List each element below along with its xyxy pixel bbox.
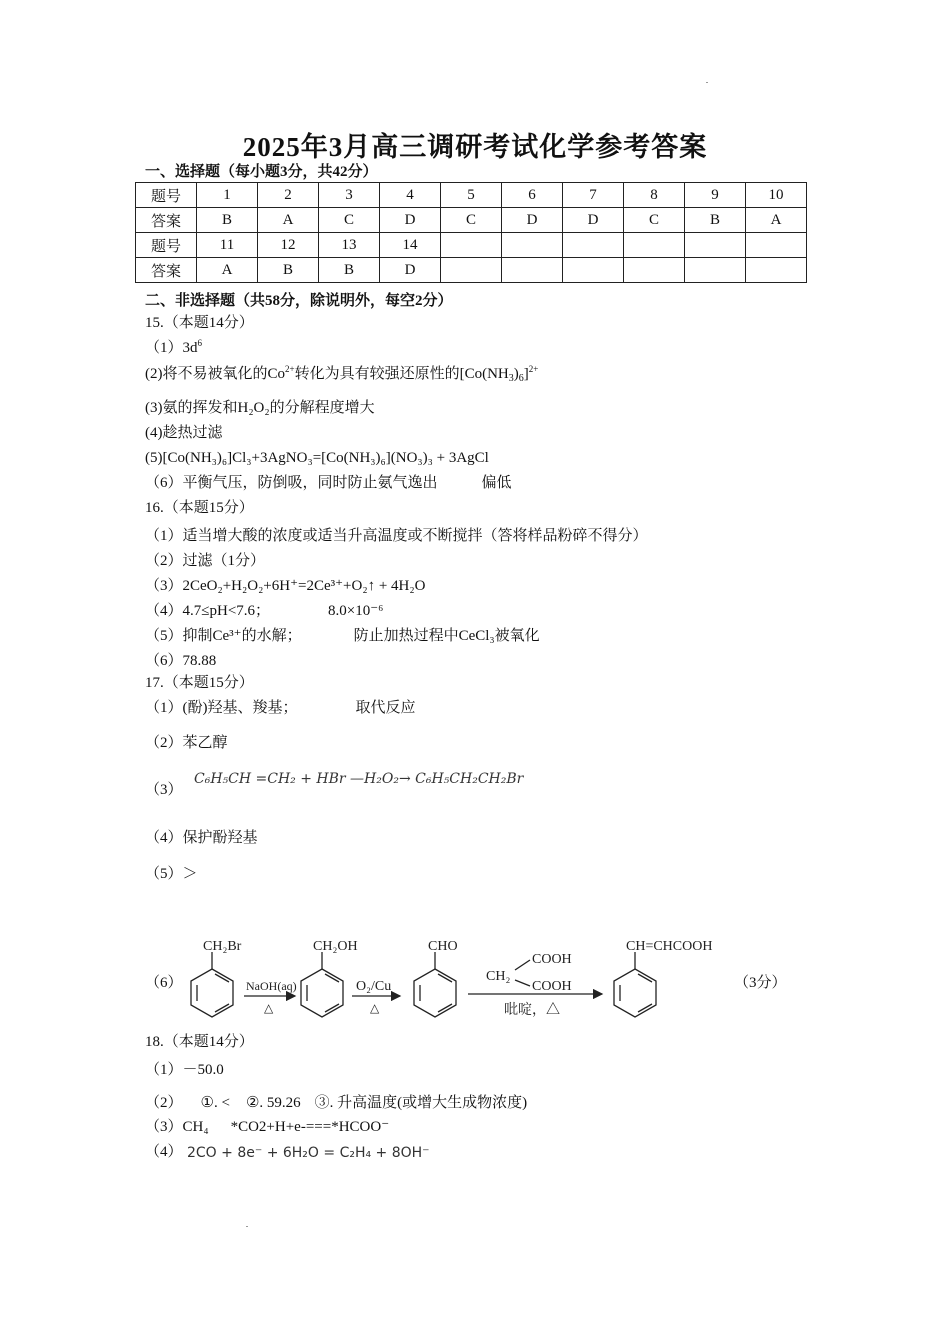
answer-line: （1）－50.0 [145,1062,224,1078]
table-cell [685,233,746,258]
score-note: （3分） [734,975,787,991]
table-cell: D [563,208,624,233]
answer-text: （6）平衡气压，防倒吸，同时防止氨气逸出 [145,475,438,491]
answer-line: （4）保护酚羟基 [145,830,258,846]
answer-line: (3)氨的挥发和H₂O₂的分解程度增大 [145,400,375,416]
table-cell: D [502,208,563,233]
answer-line [145,473,512,493]
answer-line: （6） [145,975,183,991]
section-heading: 一、选择题（每小题3分，共42分） [145,164,378,180]
reaction-equation: 2CO + 8e⁻ + 6H₂O = C₂H₄ + 8OH⁻ [187,1145,430,1161]
table-cell: B [258,258,319,283]
table-cell: 3 [319,183,380,208]
answer-text: *CO2+H+e-===*HCOO⁻ [230,1119,390,1135]
table-cell: 1 [197,183,258,208]
table-cell: C [624,208,685,233]
answer-text: ①. < [200,1095,230,1111]
answer-text: （4）4.7≤pH<7.6； [145,603,271,619]
question-heading: 16.（本题15分） [145,500,254,516]
table-cell: 10 [746,183,807,208]
answer-table [135,182,807,283]
scheme-label: CHO [428,939,458,954]
table-cell [502,258,563,283]
answer-line: (4)趁热过滤 [145,425,223,441]
table-cell [563,233,624,258]
table-cell: 题号 [136,233,197,258]
table-cell: A [258,208,319,233]
table-cell [746,258,807,283]
table-cell: A [197,258,258,283]
table-cell: B [685,208,746,233]
answer-line: （3） [145,782,183,798]
answer-line: （6）78.88 [145,653,217,669]
question-heading: 17.（本题15分） [145,675,254,691]
answer-line [145,1093,527,1113]
speck [246,1226,248,1227]
answer-text: 8.0×10⁻⁶ [328,603,384,619]
table-row [136,208,807,233]
table-cell: B [197,208,258,233]
answer-line [145,698,416,718]
table-cell [502,233,563,258]
table-row [136,233,807,258]
table-row [136,183,807,208]
scheme-label: CH₂Br [203,939,242,954]
page-title: 2025年3月高三调研考试化学参考答案 [242,132,708,162]
answer-line: (2)将不易被氧化的$Co^{2+}$转化为具有较强还原性的$[Co(NH_3)_6]^{2+}$ [145,364,539,384]
answer-text: ②. 59.26 [245,1095,301,1111]
table-cell: C [441,208,502,233]
answer-text: （1）3d [145,340,198,356]
table-cell: D [380,208,441,233]
table-cell: 7 [563,183,624,208]
question-heading: 18.（本题14分） [145,1034,254,1050]
answer-line: （2）过滤（1分） [145,553,266,569]
answer-line: （3）2CeO₂+H₂O₂+6H⁺=2Ce³⁺+O₂↑ + 4H₂O [145,578,426,594]
table-cell: 答案 [136,208,197,233]
answer-text: （1）(酚)羟基、羧基； [145,700,298,716]
speck [706,82,708,83]
section-heading: 二、非选择题（共58分，除说明外，每空2分） [145,293,453,309]
table-cell [746,233,807,258]
scheme-label: COOH [532,952,572,967]
table-cell: 6 [502,183,563,208]
table-cell: 答案 [136,258,197,283]
scheme-label: NaOH(aq) [246,979,297,993]
answer-text: （3）CH₄ [145,1119,209,1135]
table-cell: D [380,258,441,283]
table-cell [441,233,502,258]
table-cell [563,258,624,283]
answer-text: (2)将不易被氧化的Co [145,366,285,382]
table-cell [624,258,685,283]
table-cell: 5 [441,183,502,208]
scheme-label: CH=CHCOOH [626,939,713,954]
scheme-label: COOH [532,979,572,994]
answer-line: (5)[Co(NH₃)₆]Cl₃+3AgNO₃=[Co(NH₃)₆](NO₃)₃ + 3AgCl [145,450,489,466]
table-row [136,258,807,283]
answer-line: （2）苯乙醇 [145,735,228,751]
table-cell [685,258,746,283]
synthesis-scheme [170,932,740,1032]
table-cell: 9 [685,183,746,208]
answer-line [145,1117,389,1137]
answer-line: （1）适当增大酸的浓度或适当升高温度或不断搅拌（答将样品粉碎不得分） [145,528,648,544]
table-cell: 14 [380,233,441,258]
answer-line [145,601,383,621]
scheme-label: △ [370,1001,380,1015]
answer-text: 取代反应 [355,700,416,716]
table-cell: B [319,258,380,283]
table-cell: 11 [197,233,258,258]
table-cell: 13 [319,233,380,258]
answer-line [145,338,202,358]
scheme-label: O₂/Cu [356,979,392,994]
answer-text: ③. 升高温度(或增大生成物浓度) [314,1095,528,1111]
table-cell: 2 [258,183,319,208]
answer-line: （5）＞ [145,866,198,882]
answer-text: 防止加热过程中CeCl₃被氧化 [353,628,540,644]
table-cell [624,233,685,258]
scheme-label: △ [264,1001,274,1015]
scheme-label: CH₂OH [313,939,358,954]
table-cell: A [746,208,807,233]
table-cell: 4 [380,183,441,208]
scheme-label: CH₂ [486,969,511,984]
table-cell: 8 [624,183,685,208]
table-cell: 题号 [136,183,197,208]
table-cell: C [319,208,380,233]
reaction-equation: C₆H₅CH =CH₂ + HBr —H₂O₂→ C₆H₅CH₂CH₂Br [194,771,524,787]
answer-text: （5）抑制Ce³⁺的水解； [145,628,302,644]
table-cell: 12 [258,233,319,258]
answer-text: （2） [145,1095,183,1111]
answer-text: 偏低 [481,475,512,491]
table-cell [441,258,502,283]
scheme-label: 吡啶，△ [504,1003,560,1018]
question-heading: 15.（本题14分） [145,315,254,331]
superscript: 6 [197,338,203,348]
answer-line: （4） [145,1144,183,1160]
answer-line [145,626,540,646]
